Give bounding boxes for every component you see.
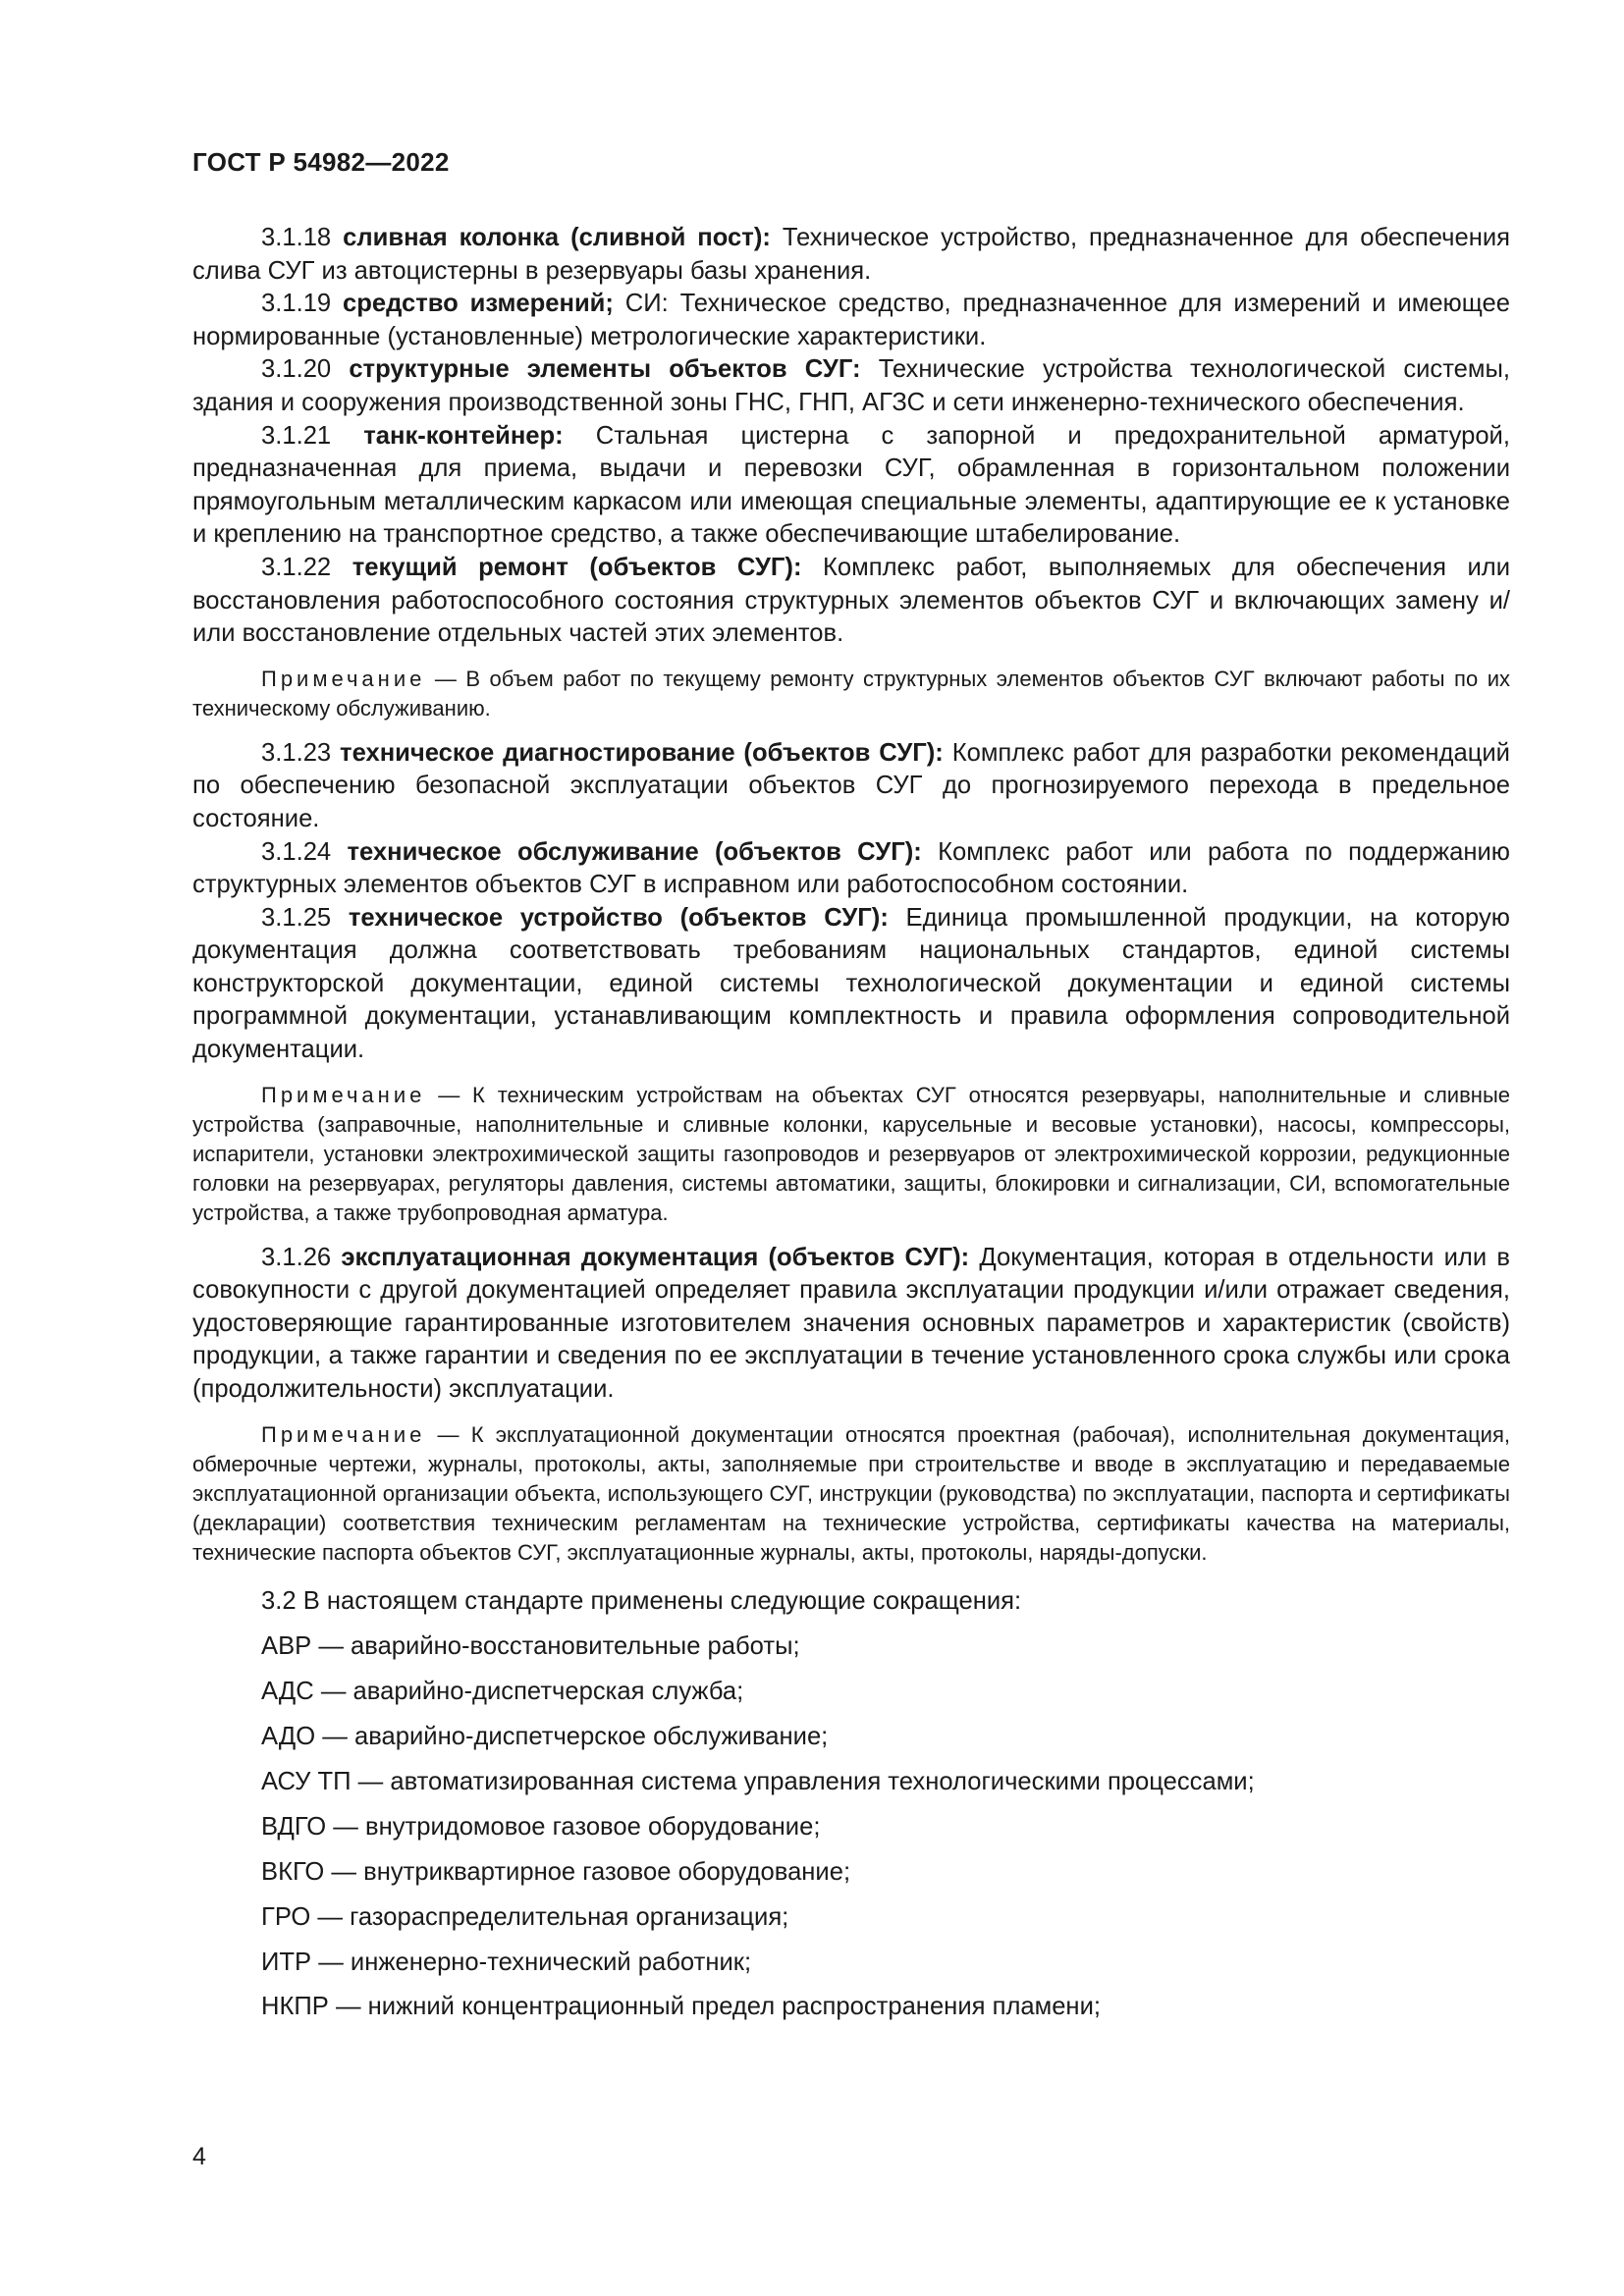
abbreviation-item: АСУ ТП — автоматизированная система управления технологическими процессами;	[261, 1767, 1255, 1795]
term-3-1-22: 3.1.22 текущий ремонт (объектов СУГ): Комплекс работ, выполняемых для обеспечения или восстановления работоспособного состояния структурных элементов объектов СУГ и включающих замену и/или восстановление отдельных частей этих элементов.	[192, 553, 1510, 648]
term-name: техническое обслуживание (объектов СУГ):	[347, 837, 922, 866]
term-name: техническое диагностирование (объектов СУГ):	[340, 738, 944, 767]
abbreviation-item: АДС — аварийно-диспетчерская служба;	[261, 1677, 744, 1705]
term-name: структурные элементы объектов СУГ:	[349, 355, 861, 384]
term-3-1-19: 3.1.19 средство измерений; СИ: Техническое средство, предназначенное для измерений и имеющее нормированные (установленные) метрологические характеристики.	[192, 290, 1510, 350]
term-name: сливная колонка (сливной пост):	[343, 224, 771, 251]
note-2: Примечание — К техническим устройствам на объектах СУГ относятся резервуары, наполнительные и сливные устройства (заправочные, наполнительные и сливные колонки, карусельные и весовые установки), насосы, компрессоры, испарители, установки электрохимической защиты газопроводов и резервуаров от электрохимической коррозии, редукционные головки на резервуарах, регуляторы давления, системы автоматики, защиты, блокировки и сигнализации, СИ, вспомогательные устройства, а также трубопроводная арматура.	[192, 1082, 1510, 1225]
term-name: танк-контейнер:	[363, 421, 564, 450]
term-3-1-21: 3.1.21 танк-контейнер: Стальная цистерна с запорной и предохранительной арматурой, предназначенная для приема, выдачи и перевозки СУГ, обрамленная в горизонтальном положении прямоугольным металлическим каркасом или имеющая специальные элементы, адаптирующие ее к установке и креплению на транспортное средство, а также обеспечивающие штабелирование.	[192, 421, 1510, 549]
abbreviation-item: АДО — аварийно-диспетчерское обслуживание;	[261, 1722, 829, 1750]
document-body	[192, 222, 1510, 2024]
term-3-1-26: 3.1.26 эксплуатационная документация (объектов СУГ): Документация, которая в отдельности или в совокупности с другой документацией определяет правила эксплуатации продукции и/или отражает сведения, удостоверяющие гарантированные изготовителем значения основных параметров и характеристик (свойств) продукции, а также гарантии и сведения по ее эксплуатации в течение установленного срока службы или срока (продолжительности) эксплуатации.	[192, 1243, 1510, 1404]
term-3-1-23: 3.1.23 техническое диагностирование (объектов СУГ): Комплекс работ для разработки рекомендаций по обеспечению безопасной эксплуатации объектов СУГ до прогнозируемого перехода в предельное состояние.	[192, 738, 1510, 832]
terms-group-c	[192, 1242, 1510, 1407]
note-1: Примечание — В объем работ по текущему ремонту структурных элементов объектов СУГ включают работы по их техническому обслуживанию.	[192, 666, 1510, 721]
note-3: Примечание — К эксплуатационной документации относятся проектная (рабочая), исполнительная документация, обмерочные чертежи, журналы, протоколы, акты, заполняемые при строительстве и вводе в эксплуатацию и передаваемые эксплуатационной организации объекта, использующего СУГ, инструкции (руководства) по эксплуатации, паспорта и сертификаты (декларации) соответствия техническим регламентам на технические устройства, сертификаты качества на материалы, технические паспорта объектов СУГ, эксплуатационные журналы, акты, протоколы, наряды-допуски.	[192, 1421, 1510, 1565]
term-name: средство измерений;	[343, 290, 614, 318]
abbreviations-intro: 3.2 В настоящем стандарте применены следующие сокращения:	[261, 1586, 1022, 1615]
abbreviation-item: ВДГО — внутридомовое газовое оборудование;	[261, 1812, 821, 1841]
term-3-1-24: 3.1.24 техническое обслуживание (объектов СУГ): Комплекс работ или работа по поддержанию структурных элементов объектов СУГ в исправном или работоспособном состоянии.	[192, 837, 1510, 899]
page-number: 4	[192, 2143, 206, 2170]
document-header: ГОСТ Р 54982—2022	[192, 147, 450, 177]
terms-group-a	[192, 222, 1510, 651]
note-label: Примечание	[261, 1421, 426, 1447]
note-label: Примечание	[261, 666, 426, 691]
term-3-1-25: 3.1.25 техническое устройство (объектов СУГ): Единица промышленной продукции, на которую документация должна соответствовать требованиям национальных стандартов, единой системы конструкторской документации, единой системы технологической документации и единой системы программной документации, устанавливающим комплектность и правила оформления сопроводительной документации.	[192, 903, 1510, 1064]
term-name: текущий ремонт (объектов СУГ):	[352, 553, 802, 581]
note-label: Примечание	[261, 1082, 426, 1107]
term-3-1-20: 3.1.20 структурные элементы объектов СУГ: Технические устройства технологической системы, здания и сооружения производственной зоны ГНС, ГНП, АГЗС и сети инженерно-технического обеспечения.	[192, 355, 1510, 416]
term-name: эксплуатационная документация (объектов СУГ):	[341, 1243, 970, 1271]
abbreviation-item: ГРО — газораспределительная организация;	[261, 1902, 789, 1931]
term-3-1-18: 3.1.18 сливная колонка (сливной пост): Техническое устройство, предназначенное для обеспечения слива СУГ из автоцистерны в резервуары базы хранения.	[192, 224, 1510, 285]
term-name: техническое устройство (объектов СУГ):	[348, 903, 889, 932]
abbreviation-item: ИТР — инженерно-технический работник;	[261, 1948, 752, 1976]
abbreviation-item: НКПР — нижний концентрационный предел распространения пламени;	[261, 1993, 1101, 2021]
abbreviation-item: ВКГО — внутриквартирное газовое оборудование;	[261, 1857, 851, 1886]
terms-group-b	[192, 737, 1510, 1067]
abbreviation-item: АВР — аварийно-восстановительные работы;	[261, 1631, 800, 1660]
